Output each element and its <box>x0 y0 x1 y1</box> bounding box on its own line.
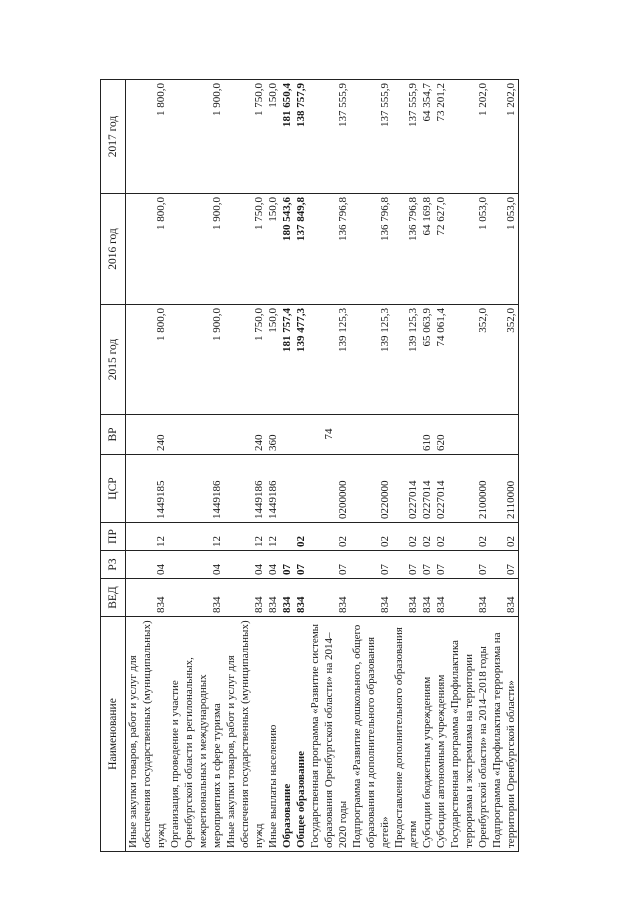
row-2015: 352,0 <box>490 305 519 415</box>
row-2015: 150,0 <box>266 305 280 415</box>
row-2016: 72 627,0 <box>434 194 448 305</box>
row-2015: 74 061,4 <box>434 305 448 415</box>
header-2017: 2017 год <box>101 80 126 194</box>
row-rz: 07 <box>420 551 434 579</box>
row-vr <box>308 415 350 455</box>
row-ved: 834 <box>448 579 490 617</box>
row-ved: 834 <box>126 579 169 617</box>
row-2016: 1 900,0 <box>168 194 224 305</box>
table-row <box>392 80 420 852</box>
row-csr: 1449186 <box>266 455 280 523</box>
row-pr: 02 <box>392 523 420 551</box>
row-vr: 610 <box>420 415 434 455</box>
row-2015: 1 900,0 <box>168 305 224 415</box>
row-pr: 02 <box>448 523 490 551</box>
row-name: Подпрограмма «Развитие дошкольного, общего образования и дополнительного образования детей» <box>350 617 392 852</box>
row-vr <box>168 415 224 455</box>
table-row <box>490 80 519 852</box>
row-rz: 07 <box>308 551 350 579</box>
row-ved: 834 <box>294 579 308 617</box>
row-vr <box>294 415 308 455</box>
row-vr <box>448 415 490 455</box>
row-vr: 240 <box>126 415 169 455</box>
row-2017: 1 800,0 <box>126 80 169 194</box>
row-csr <box>294 455 308 523</box>
row-csr <box>280 455 294 523</box>
table-header-row <box>101 80 126 852</box>
row-2017: 1 750,0 <box>224 80 266 194</box>
table-row <box>224 80 266 852</box>
row-csr: 2110000 <box>490 455 519 523</box>
header-csr: ЦСР <box>101 455 126 523</box>
table-row <box>434 80 448 852</box>
row-2015: 1 750,0 <box>224 305 266 415</box>
row-2015: 1 800,0 <box>126 305 169 415</box>
row-2016: 150,0 <box>266 194 280 305</box>
row-rz: 07 <box>280 551 294 579</box>
row-rz: 07 <box>448 551 490 579</box>
row-name: Субсидии автономным учреждениям <box>434 617 448 852</box>
row-2017: 73 201,2 <box>434 80 448 194</box>
row-2015: 139 477,3 <box>294 305 308 415</box>
row-name: Организация, проведение и участие Оренбургской области в регилональных, межрегиональных и международных мероприятиях в сфере туризма <box>168 617 224 852</box>
row-csr: 0227014 <box>434 455 448 523</box>
row-name: Государственная программа «Профилактика терроризма и экстремизма на территории Оренбургской области» на 2014–2018 годы <box>448 617 490 852</box>
table-row <box>126 80 169 852</box>
row-2016: 1 053,0 <box>490 194 519 305</box>
header-pr: ПР <box>101 523 126 551</box>
row-2016: 136 796,8 <box>392 194 420 305</box>
row-ved: 834 <box>280 579 294 617</box>
row-2017: 1 202,0 <box>490 80 519 194</box>
row-name: Общее образование <box>294 617 308 852</box>
row-rz: 04 <box>126 551 169 579</box>
header-ved: ВЕД <box>101 579 126 617</box>
row-csr: 1449186 <box>224 455 266 523</box>
row-2017: 137 555,9 <box>308 80 350 194</box>
row-2017: 64 354,7 <box>420 80 434 194</box>
row-2017: 1 202,0 <box>448 80 490 194</box>
row-name: Иные закупки товаров, работ и услуг для обеспечения государственных (муниципальных) нужд <box>126 617 169 852</box>
budget-table <box>100 79 519 852</box>
row-2017: 1 900,0 <box>168 80 224 194</box>
row-ved: 834 <box>224 579 266 617</box>
table-row <box>294 80 308 852</box>
header-name: Наименование <box>101 617 126 852</box>
row-2015: 139 125,3 <box>308 305 350 415</box>
row-ved: 834 <box>490 579 519 617</box>
row-2017: 138 757,9 <box>294 80 308 194</box>
row-2016: 1 750,0 <box>224 194 266 305</box>
row-name: Субсидии бюджетным учреждениям <box>420 617 434 852</box>
row-pr: 12 <box>168 523 224 551</box>
row-2017: 181 650,4 <box>280 80 294 194</box>
row-pr: 02 <box>294 523 308 551</box>
row-pr: 12 <box>266 523 280 551</box>
row-vr: 620 <box>434 415 448 455</box>
row-name: Иные выплаты населению <box>266 617 280 852</box>
row-csr: 0227014 <box>420 455 434 523</box>
row-2017: 137 555,9 <box>392 80 420 194</box>
table-row <box>308 80 350 852</box>
row-pr: 12 <box>224 523 266 551</box>
row-ved: 834 <box>392 579 420 617</box>
header-2016: 2016 год <box>101 194 126 305</box>
row-pr <box>280 523 294 551</box>
row-rz: 07 <box>350 551 392 579</box>
row-2016: 136 796,8 <box>350 194 392 305</box>
row-rz: 04 <box>224 551 266 579</box>
row-2016: 64 169,8 <box>420 194 434 305</box>
header-2015: 2015 год <box>101 305 126 415</box>
row-2016: 137 849,8 <box>294 194 308 305</box>
row-2015: 352,0 <box>448 305 490 415</box>
header-rz: РЗ <box>101 551 126 579</box>
row-pr: 02 <box>490 523 519 551</box>
row-2016: 136 796,8 <box>308 194 350 305</box>
row-ved: 834 <box>350 579 392 617</box>
row-csr: 0220000 <box>350 455 392 523</box>
table-row <box>280 80 294 852</box>
row-rz: 04 <box>168 551 224 579</box>
row-name: Государственная программа «Развитие системы образования Оренбургской области» на 2014–2020 годы <box>308 617 350 852</box>
table-row <box>420 80 434 852</box>
row-2015: 139 125,3 <box>392 305 420 415</box>
row-pr: 12 <box>126 523 169 551</box>
row-vr <box>490 415 519 455</box>
row-rz: 07 <box>434 551 448 579</box>
row-rz: 04 <box>266 551 280 579</box>
row-pr: 02 <box>420 523 434 551</box>
row-vr <box>392 415 420 455</box>
row-ved: 834 <box>420 579 434 617</box>
row-name: Образование <box>280 617 294 852</box>
table-row <box>168 80 224 852</box>
row-csr: 0227014 <box>392 455 420 523</box>
row-2017: 137 555,9 <box>350 80 392 194</box>
row-2016: 1 053,0 <box>448 194 490 305</box>
row-2015: 139 125,3 <box>350 305 392 415</box>
table-row <box>448 80 490 852</box>
row-rz: 07 <box>392 551 420 579</box>
row-csr: 1449186 <box>168 455 224 523</box>
row-ved: 834 <box>266 579 280 617</box>
row-ved: 834 <box>434 579 448 617</box>
row-rz: 07 <box>294 551 308 579</box>
row-csr: 1449185 <box>126 455 169 523</box>
row-vr <box>280 415 294 455</box>
row-pr: 02 <box>308 523 350 551</box>
row-vr: 360 <box>266 415 280 455</box>
page-number: 74 <box>323 428 335 440</box>
row-pr: 02 <box>434 523 448 551</box>
row-name: Предоставление дополнительного образования детям <box>392 617 420 852</box>
row-name: Иные закупки товаров, работ и услуг для обеспечения государственных (муниципальных) нужд <box>224 617 266 852</box>
row-rz: 07 <box>490 551 519 579</box>
row-ved: 834 <box>168 579 224 617</box>
rotated-table-container <box>100 80 583 852</box>
table-row <box>266 80 280 852</box>
row-vr: 240 <box>224 415 266 455</box>
row-csr: 0200000 <box>308 455 350 523</box>
row-ved: 834 <box>308 579 350 617</box>
row-2015: 65 063,9 <box>420 305 434 415</box>
header-vr: ВР <box>101 415 126 455</box>
row-2017: 150,0 <box>266 80 280 194</box>
row-2015: 181 757,4 <box>280 305 294 415</box>
row-2016: 1 800,0 <box>126 194 169 305</box>
row-2016: 180 543,6 <box>280 194 294 305</box>
row-name: Подпрограмма «Профилактика терроризма на территории Оренбургской области» <box>490 617 519 852</box>
row-pr: 02 <box>350 523 392 551</box>
table-row <box>350 80 392 852</box>
row-vr <box>350 415 392 455</box>
row-csr: 2100000 <box>448 455 490 523</box>
